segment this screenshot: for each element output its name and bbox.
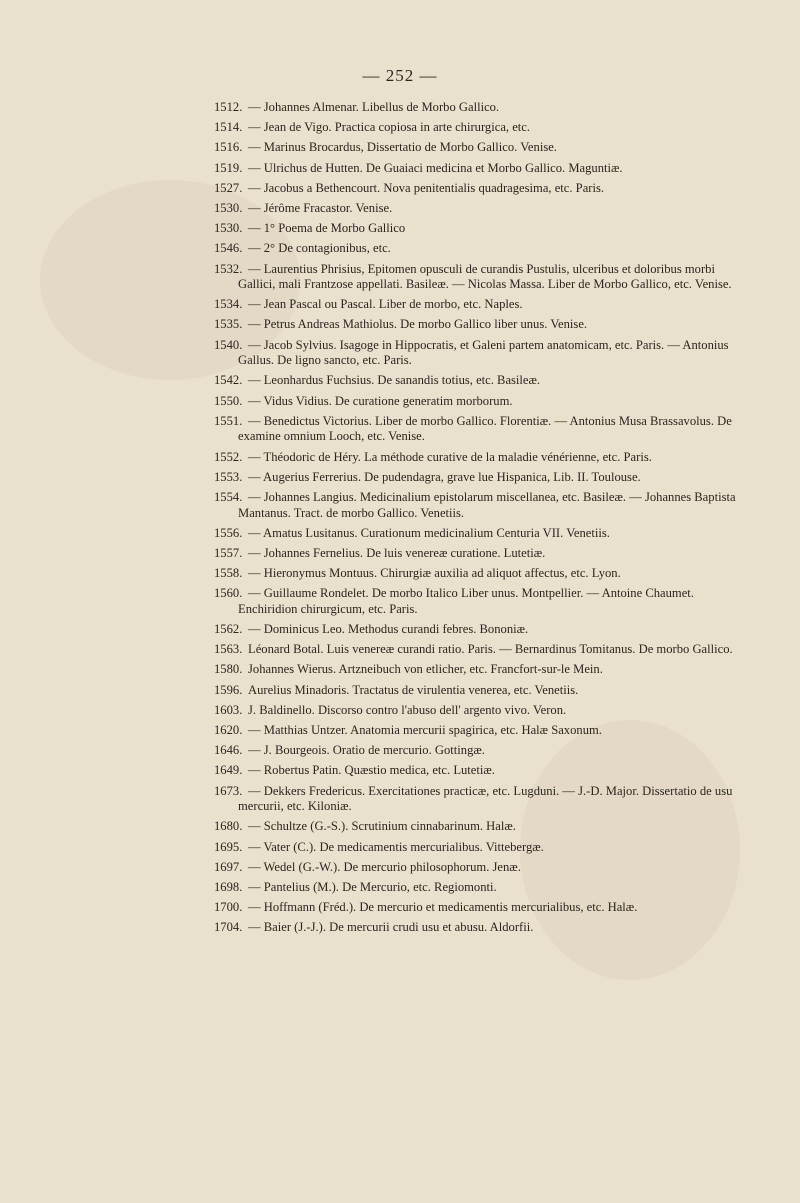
bibliography-entry: [214, 338, 754, 369]
entry-text: — Jérôme Fracastor. Venise.: [248, 200, 393, 215]
bibliography-entry: [214, 241, 754, 257]
bibliography-entry: [214, 120, 754, 136]
bibliography-entry: [214, 450, 754, 466]
entry-year: 1680.: [214, 819, 243, 834]
bibliography-entry: [214, 181, 754, 197]
entry-text: — Augerius Ferrerius. De pudendagra, grave lue Hispanica, Lib. II. Toulouse.: [248, 469, 641, 484]
entry-text: — Petrus Andreas Mathiolus. De morbo Gallico liber unus. Venise.: [248, 317, 588, 332]
bibliography-entry: [214, 526, 754, 542]
bibliography-entry: [214, 201, 754, 217]
entry-year: 1695.: [214, 839, 243, 854]
bibliography-entry: [214, 784, 754, 815]
entry-year: 1552.: [214, 449, 243, 464]
entry-text: Léonard Botal. Luis venereæ curandi ratio. Paris. — Bernardinus Tomitanus. De morbo Gallico.: [248, 642, 733, 657]
entry-text: Aurelius Minadoris. Tractatus de virulentia venerea, etc. Venetiis.: [248, 682, 579, 697]
bibliography-entry: [214, 394, 754, 410]
entry-text: J. Baldinello. Discorso contro l'abuso dell' argento vivo. Veron.: [248, 702, 567, 717]
entry-year: 1560.: [214, 586, 243, 601]
entry-year: 1558.: [214, 566, 243, 581]
entry-year: 1553.: [214, 469, 243, 484]
entry-year: 1550.: [214, 393, 243, 408]
page-number: — 252 —: [362, 66, 438, 85]
bibliography-entry: [214, 586, 754, 617]
entry-text: — Hoffmann (Fréd.). De mercurio et medicamentis mercurialibus, etc. Halæ.: [248, 900, 638, 915]
bibliography-entry: [214, 662, 754, 678]
entry-year: 1646.: [214, 743, 243, 758]
entry-year: 1540.: [214, 337, 243, 352]
entry-year: 1603.: [214, 702, 243, 717]
entry-year: 1562.: [214, 622, 243, 637]
bibliography-entry: [214, 900, 754, 916]
bibliography-entry: [214, 703, 754, 719]
entry-year: 1519.: [214, 160, 243, 175]
entry-year: 1542.: [214, 373, 243, 388]
bibliography-entry: [214, 490, 754, 521]
bibliography-entry: [214, 566, 754, 582]
entry-year: 1530.: [214, 200, 243, 215]
entry-text: — Johannes Almenar. Libellus de Morbo Gallico.: [248, 100, 500, 114]
bibliography-entry: [214, 683, 754, 699]
entry-year: 1563.: [214, 642, 243, 657]
entry-year: 1546.: [214, 241, 243, 256]
entry-year: 1512.: [214, 100, 243, 114]
bibliography-entry: [214, 297, 754, 313]
bibliography-entry: [214, 414, 754, 445]
entry-year: 1535.: [214, 317, 243, 332]
entry-text: — Jacobus a Bethencourt. Nova penitentialis quadragesima, etc. Paris.: [248, 180, 605, 195]
bibliography-entry: [214, 317, 754, 333]
entry-text: — Amatus Lusitanus. Curationum medicinalium Centuria VII. Venetiis.: [248, 525, 610, 540]
bibliography-entry: [214, 140, 754, 156]
entry-year: 1554.: [214, 489, 243, 504]
entry-text: — Leonhardus Fuchsius. De sanandis totius, etc. Basileæ.: [248, 373, 541, 388]
entry-year: 1620.: [214, 723, 243, 738]
entry-text: — Wedel (G.-W.). De mercurio philosophorum. Jenæ.: [248, 859, 521, 874]
bibliography-entry: [214, 470, 754, 486]
bibliography-entry: [214, 723, 754, 739]
entry-text: — Marinus Brocardus, Dissertatio de Morbo Gallico. Venise.: [248, 140, 557, 155]
entry-text: — Dekkers Fredericus. Exercitationes practicæ, etc. Lugduni. — J.-D. Major. Dissertatio de usu mercurii, etc. Kiloniæ.: [238, 783, 733, 814]
bibliography-entry: [214, 546, 754, 562]
entry-year: 1557.: [214, 545, 243, 560]
entry-year: 1516.: [214, 140, 243, 155]
entry-text: — Vidus Vidius. De curatione generatim morborum.: [248, 393, 513, 408]
entry-text: — 1° Poema de Morbo Gallico: [248, 221, 406, 236]
entry-year: 1649.: [214, 763, 243, 778]
entry-year: 1596.: [214, 682, 243, 697]
bibliography-entry: [214, 840, 754, 856]
entry-text: Johannes Wierus. Artzneibuch von etlicher, etc. Francfort-sur-le Mein.: [248, 662, 603, 677]
entry-text: — Guillaume Rondelet. De morbo Italico Liber unus. Montpellier. — Antoine Chaumet. Enchiridion chirurgicum, etc. Paris.: [238, 586, 694, 616]
entry-text: — Robertus Patin. Quæstio medica, etc. Lutetiæ.: [248, 763, 495, 778]
bibliography-entry: [214, 262, 754, 293]
entry-year: 1673.: [214, 783, 243, 798]
bibliography-entry: [214, 819, 754, 835]
entry-text: — Vater (C.). De medicamentis mercurialibus. Vittebergæ.: [248, 839, 544, 854]
entry-year: 1700.: [214, 900, 243, 915]
entry-year: 1532.: [214, 261, 243, 276]
entry-year: 1697.: [214, 859, 243, 874]
entry-year: 1556.: [214, 525, 243, 540]
entry-year: 1698.: [214, 879, 243, 894]
bibliography-entry: [214, 743, 754, 759]
entry-year: 1514.: [214, 120, 243, 135]
entry-text: — Laurentius Phrisius, Epitomen opusculi de curandis Pustulis, ulceribus et doloribus morbi Gallici, mali Frantzose appellati. Basileæ. — Nicolas Massa. Liber de Morbo Gallico, etc. Venise.: [238, 261, 732, 292]
entry-text: — Matthias Untzer. Anatomia mercurii spagirica, etc. Halæ Saxonum.: [248, 723, 602, 738]
bibliography-entry: [214, 920, 754, 936]
entry-year: 1530.: [214, 221, 243, 236]
entry-text: — Baier (J.-J.). De mercurii crudi usu et abusu. Aldorfii.: [248, 920, 534, 935]
entry-text: — Jean Pascal ou Pascal. Liber de morbo, etc. Naples.: [248, 297, 523, 312]
bibliography-list: [214, 100, 754, 941]
entry-year: 1527.: [214, 180, 243, 195]
entry-text: — Johannes Fernelius. De luis venereæ curatione. Lutetiæ.: [248, 545, 546, 560]
entry-text: — Jacob Sylvius. Isagoge in Hippocratis, et Galeni partem anatomicam, etc. Paris. — Antonius Gallus. De ligno sancto, etc. Paris.: [238, 337, 729, 368]
entry-text: — 2° De contagionibus, etc.: [248, 241, 391, 256]
entry-year: 1534.: [214, 297, 243, 312]
entry-text: — Pantelius (M.). De Mercurio, etc. Regiomonti.: [248, 879, 497, 894]
bibliography-entry: [214, 860, 754, 876]
entry-text: — Ulrichus de Hutten. De Guaiaci medicina et Morbo Gallico. Maguntiæ.: [248, 160, 623, 175]
bibliography-entry: [214, 642, 754, 658]
entry-text: — Schultze (G.-S.). Scrutinium cinnabarinum. Halæ.: [248, 819, 516, 834]
bibliography-entry: [214, 373, 754, 389]
bibliography-entry: [214, 161, 754, 177]
entry-text: — Johannes Langius. Medicinalium epistolarum miscellanea, etc. Basileæ. — Johannes Baptista Mantanus. Tract. de morbo Gallico. Venetiis.: [238, 489, 736, 520]
entry-text: — Théodoric de Héry. La méthode curative de la maladie vénérienne, etc. Paris.: [248, 449, 652, 464]
bibliography-entry: [214, 763, 754, 779]
bibliography-entry: [214, 100, 754, 116]
entry-text: — J. Bourgeois. Oratio de mercurio. Gottingæ.: [248, 743, 485, 758]
bibliography-entry: [214, 221, 754, 237]
entry-text: — Jean de Vigo. Practica copiosa in arte chirurgica, etc.: [248, 120, 531, 135]
entry-text: — Dominicus Leo. Methodus curandi febres. Bononiæ.: [248, 622, 529, 637]
entry-text: — Benedictus Victorius. Liber de morbo Gallico. Florentiæ. — Antonius Musa Brassavolus. De examine omnium Looch, etc. Venise.: [238, 413, 732, 444]
entry-text: — Hieronymus Montuus. Chirurgiæ auxilia ad aliquot affectus, etc. Lyon.: [248, 566, 621, 581]
entry-year: 1551.: [214, 413, 243, 428]
bibliography-entry: [214, 880, 754, 896]
bibliography-entry: [214, 622, 754, 638]
entry-year: 1580.: [214, 662, 243, 677]
entry-year: 1704.: [214, 920, 243, 935]
